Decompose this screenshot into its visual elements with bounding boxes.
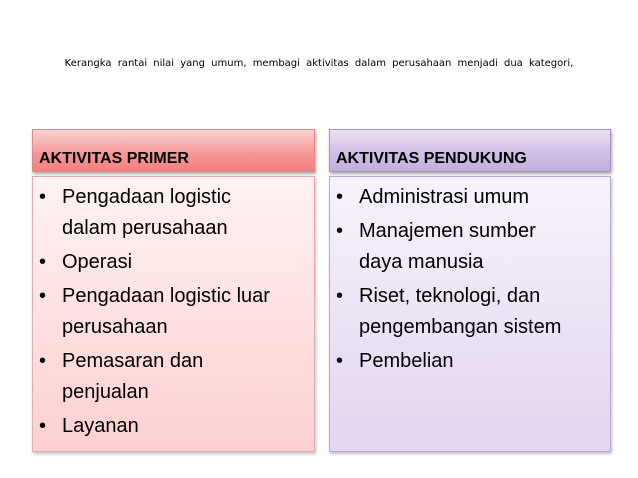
support-activities-list xyxy=(329,176,611,452)
item-line: Pengadaan logistic xyxy=(62,186,232,208)
list-item xyxy=(39,247,314,278)
item-line: Layanan xyxy=(62,415,139,437)
item-line: Operasi xyxy=(62,251,133,273)
bullet-icon: • xyxy=(336,350,344,372)
list-item xyxy=(39,182,314,244)
bullet-icon: • xyxy=(336,285,344,307)
item-line: Pembelian xyxy=(359,350,454,372)
support-activities-header: AKTIVITAS PENDUKUNG xyxy=(329,129,611,172)
bullet-icon: • xyxy=(336,186,344,208)
item-line: pengembangan sistem xyxy=(359,316,562,338)
bullet-icon: • xyxy=(39,186,47,208)
item-line: Administrasi umum xyxy=(359,186,530,208)
primary-activities-header: AKTIVITAS PRIMER xyxy=(32,129,315,172)
list-item xyxy=(39,411,314,442)
item-line: Pengadaan logistic luar xyxy=(62,285,270,307)
item-line: dalam perusahaan xyxy=(62,217,228,239)
item-line: daya manusia xyxy=(359,251,484,273)
primary-activities-list xyxy=(32,176,315,452)
bullet-icon: • xyxy=(336,220,344,242)
item-line: Pemasaran dan xyxy=(62,350,204,372)
bullet-icon: • xyxy=(39,350,47,372)
list-item xyxy=(39,346,314,408)
intro-text: Kerangka rantai nilai yang umum, membagi aktivitas dalam perusahaan menjadi dua kategori, xyxy=(64,58,574,69)
item-line: Riset, teknologi, dan xyxy=(359,285,541,307)
bullet-icon: • xyxy=(39,415,47,437)
bullet-icon: • xyxy=(39,285,47,307)
list-item xyxy=(336,216,610,278)
list-item xyxy=(336,281,610,343)
item-line: penjualan xyxy=(62,381,149,403)
item-line: perusahaan xyxy=(62,316,168,338)
item-line: Manajemen sumber xyxy=(359,220,536,242)
list-item xyxy=(39,281,314,343)
list-item xyxy=(336,182,610,213)
bullet-icon: • xyxy=(39,251,47,273)
list-item xyxy=(336,346,610,377)
